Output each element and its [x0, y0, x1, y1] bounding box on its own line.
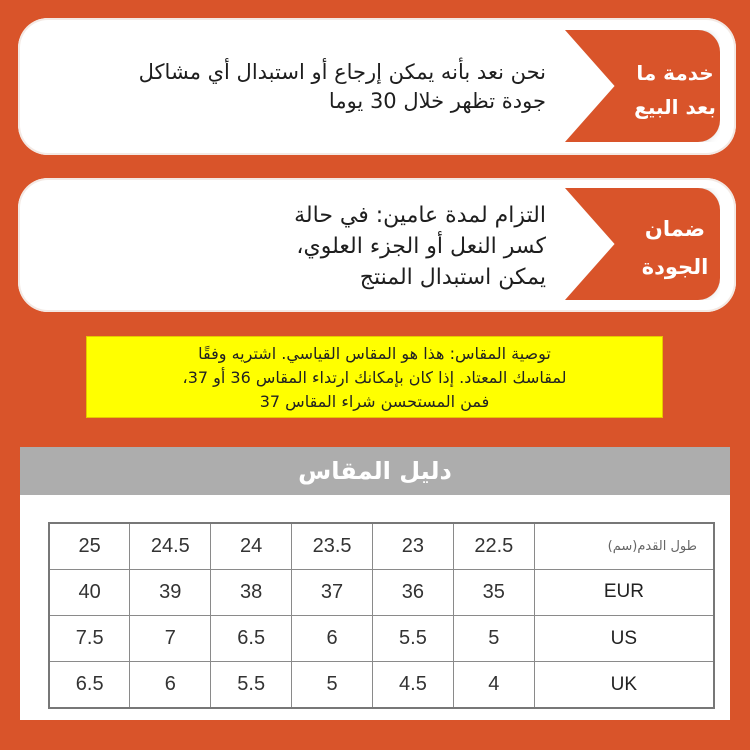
table-cell: 5.5: [211, 662, 292, 708]
notice-line: توصية المقاس: هذا هو المقاس القياسي. اشتريه وفقًا: [198, 344, 551, 363]
row-label-eur: EUR: [534, 569, 714, 615]
table-cell: 7.5: [49, 616, 130, 662]
table-cell: 23.5: [292, 523, 373, 569]
row-label-foot-length: طول القدم(سم): [534, 523, 714, 569]
tab-label-line: ضمان: [644, 217, 706, 241]
table-cell: 24: [211, 523, 292, 569]
table-row-uk: [49, 662, 714, 708]
text-line: التزام لمدة عامين: في حالة: [294, 203, 546, 228]
table-cell: 35: [453, 569, 534, 615]
notice-line: لمقاسك المعتاد. إذا كان بإمكانك ارتداء المقاس 36 أو 37،: [182, 368, 567, 387]
table-cell: 6: [130, 662, 211, 708]
notice-line: فمن المستحسن شراء المقاس 37: [259, 392, 490, 411]
text-line: كسر النعل أو الجزء العلوي،: [296, 234, 546, 259]
table-cell: 6.5: [49, 662, 130, 708]
size-recommendation-notice: [86, 336, 663, 418]
table-cell: 23: [373, 523, 454, 569]
table-cell: 39: [130, 569, 211, 615]
table-cell: 22.5: [453, 523, 534, 569]
table-cell: 6.5: [211, 616, 292, 662]
quality-guarantee-text: [294, 200, 546, 293]
table-row-us: [49, 616, 714, 662]
table-cell: 4: [453, 662, 534, 708]
size-guide-panel: [20, 447, 730, 720]
table-cell: 24.5: [130, 523, 211, 569]
text-line: جودة تظهر خلال 30 يوما: [328, 89, 546, 113]
quality-guarantee-card: [18, 178, 736, 312]
after-sales-service-label: [630, 56, 720, 124]
tab-label-line: خدمة ما: [636, 61, 714, 85]
table-cell: 5: [453, 616, 534, 662]
row-label-us: US: [534, 616, 714, 662]
row-label-uk: UK: [534, 662, 714, 708]
text-line: نحن نعد بأنه يمكن إرجاع أو استبدال أي مشاكل: [138, 60, 546, 84]
text-line: يمكن استبدال المنتج: [359, 265, 546, 290]
quality-guarantee-label: [630, 210, 720, 286]
size-guide-title: دليل المقاس: [20, 447, 730, 495]
table-cell: 6: [292, 616, 373, 662]
size-chart-table: [48, 522, 715, 709]
table-cell: 38: [211, 569, 292, 615]
tab-label-line: الجودة: [641, 255, 709, 279]
table-cell: 7: [130, 616, 211, 662]
after-sales-service-card: [18, 18, 736, 155]
table-row-eur: [49, 569, 714, 615]
tab-label-line: بعد البيع: [634, 95, 716, 119]
table-cell: 40: [49, 569, 130, 615]
table-cell: 37: [292, 569, 373, 615]
table-cell: 5: [292, 662, 373, 708]
after-sales-service-text: [139, 58, 546, 116]
table-cell: 4.5: [373, 662, 454, 708]
table-row-foot-length: [49, 523, 714, 569]
table-cell: 36: [373, 569, 454, 615]
table-cell: 5.5: [373, 616, 454, 662]
table-cell: 25: [49, 523, 130, 569]
